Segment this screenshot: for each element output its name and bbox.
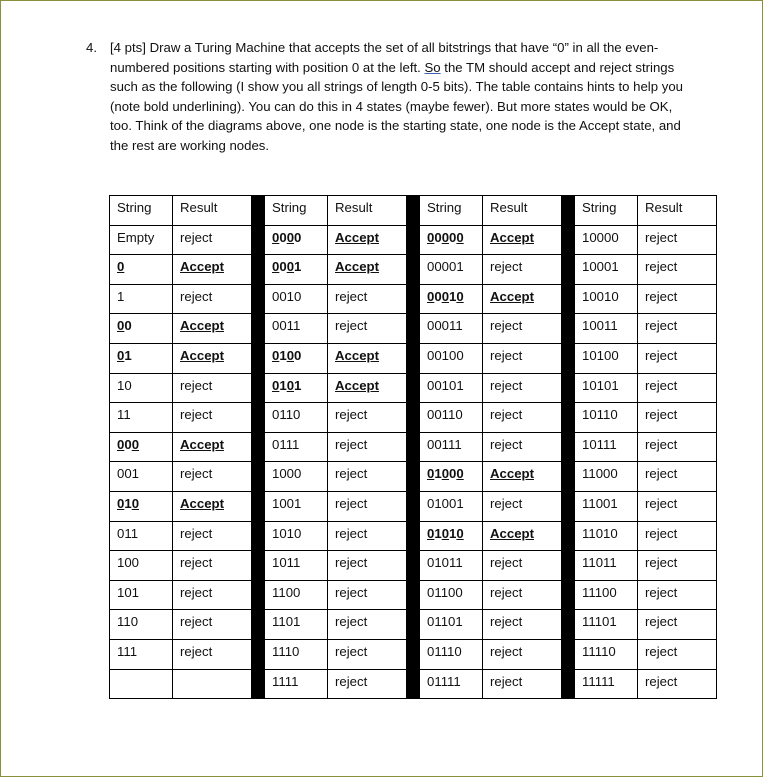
cell-result: reject (328, 639, 407, 669)
cell-result: reject (483, 610, 562, 640)
cell-result: reject (638, 314, 717, 344)
cell-result: reject (328, 610, 407, 640)
column-separator (252, 462, 265, 492)
bit-char: 0 (434, 288, 442, 304)
cell-string: 11 (110, 403, 173, 433)
bit-char: 0 (441, 229, 450, 245)
cell-result: reject (328, 669, 407, 699)
cell-result: reject (483, 551, 562, 581)
bit-char: 0 (117, 495, 125, 511)
cell-result: reject (173, 639, 252, 669)
question-text (110, 38, 686, 155)
column-separator (252, 403, 265, 433)
bit-char: 0 (279, 259, 287, 275)
column-separator (252, 373, 265, 403)
cell-result: reject (638, 462, 717, 492)
column-separator (252, 314, 265, 344)
column-separator (562, 225, 575, 255)
cell-string: 1110 (265, 639, 328, 669)
header-result: Result (483, 196, 562, 226)
cell-string: 10 (110, 373, 173, 403)
cell-string: 001 (110, 462, 173, 492)
cell-string: 10001 (575, 255, 638, 285)
bit-char: 0 (131, 495, 140, 511)
cell-string: 00101 (420, 373, 483, 403)
cell-string: 01001 (420, 491, 483, 521)
header-result: Result (173, 196, 252, 226)
cell-result: Accept (328, 373, 407, 403)
column-separator (562, 521, 575, 551)
header-string: String (420, 196, 483, 226)
cell-string: 11010 (575, 521, 638, 551)
cell-string: 10011 (575, 314, 638, 344)
column-separator (252, 521, 265, 551)
bit-char: 0 (117, 436, 125, 452)
column-separator (407, 639, 420, 669)
cell-string: 00111 (420, 432, 483, 462)
bit-char: 1 (124, 347, 132, 363)
table-header-row (110, 196, 717, 226)
column-separator (407, 432, 420, 462)
bit-char: 1 (434, 525, 442, 541)
bit-char: 1 (279, 377, 287, 393)
cell-string: 11000 (575, 462, 638, 492)
cell-result: reject (328, 551, 407, 581)
cell-string: 111 (110, 639, 173, 669)
cell-result: reject (173, 403, 252, 433)
bit-char: 0 (286, 229, 295, 245)
cell-string: 1111 (265, 669, 328, 699)
bit-char: 0 (279, 229, 287, 245)
table-row (110, 669, 717, 699)
bit-char: 0 (272, 377, 280, 393)
cell-result: reject (173, 225, 252, 255)
table-row (110, 610, 717, 640)
cell-string: Empty (110, 225, 173, 255)
bit-char: 0 (427, 288, 435, 304)
column-separator (407, 521, 420, 551)
column-separator (252, 551, 265, 581)
column-separator (407, 610, 420, 640)
table-row (110, 284, 717, 314)
column-separator (252, 255, 265, 285)
cell-string: 11100 (575, 580, 638, 610)
cell-string: 01101 (420, 610, 483, 640)
column-separator (562, 196, 575, 226)
cell-string: 11011 (575, 551, 638, 581)
column-separator (562, 403, 575, 433)
column-separator (252, 580, 265, 610)
cell-result: Accept (483, 462, 562, 492)
cell-result: reject (483, 403, 562, 433)
column-separator (562, 343, 575, 373)
table-row (110, 639, 717, 669)
cell-string: 01100 (420, 580, 483, 610)
cell-string: 10111 (575, 432, 638, 462)
bit-char: 0 (294, 347, 302, 363)
cell-result: reject (638, 432, 717, 462)
cell-result: reject (173, 284, 252, 314)
cell-string: 110 (110, 610, 173, 640)
column-separator (407, 314, 420, 344)
cell-string: 100 (110, 551, 173, 581)
bit-char: 0 (272, 229, 280, 245)
bit-char: 0 (124, 436, 132, 452)
column-separator (407, 669, 420, 699)
cell-string (420, 521, 483, 551)
column-separator (252, 639, 265, 669)
cell-result: reject (328, 284, 407, 314)
table-row (110, 373, 717, 403)
cell-result: reject (638, 255, 717, 285)
cell-result: reject (483, 314, 562, 344)
cell-string: 00001 (420, 255, 483, 285)
bit-char: 0 (117, 347, 125, 363)
table-row (110, 521, 717, 551)
table-row (110, 580, 717, 610)
bit-char: 0 (286, 259, 295, 275)
bit-char: 0 (294, 229, 302, 245)
cell-result: reject (483, 343, 562, 373)
cell-string (420, 284, 483, 314)
column-separator (252, 610, 265, 640)
cell-string: 11101 (575, 610, 638, 640)
bit-char: 1 (449, 288, 457, 304)
cell-string: 01011 (420, 551, 483, 581)
cell-result: reject (638, 343, 717, 373)
cell-result (173, 669, 252, 699)
question-so-word: So (424, 59, 441, 75)
column-separator (407, 196, 420, 226)
bit-char: 0 (272, 259, 280, 275)
header-string: String (575, 196, 638, 226)
cell-result: reject (638, 639, 717, 669)
cell-string: 1 (110, 284, 173, 314)
column-separator (252, 284, 265, 314)
cell-result: reject (328, 314, 407, 344)
cell-result: Accept (173, 255, 252, 285)
cell-string: 011 (110, 521, 173, 551)
bit-char: 0 (441, 288, 450, 304)
column-separator (562, 610, 575, 640)
cell-string: 1011 (265, 551, 328, 581)
cell-string (110, 343, 173, 373)
cell-result: reject (638, 521, 717, 551)
cell-result: reject (638, 284, 717, 314)
bit-char: 0 (441, 466, 450, 482)
bit-char: 0 (286, 377, 295, 393)
cell-result: Accept (173, 314, 252, 344)
column-separator (252, 343, 265, 373)
cell-result: reject (483, 255, 562, 285)
cell-result: reject (328, 462, 407, 492)
bit-char: 0 (427, 229, 435, 245)
bit-char: 0 (456, 288, 464, 304)
cell-string (265, 373, 328, 403)
cell-string: 01110 (420, 639, 483, 669)
column-separator (252, 196, 265, 226)
column-separator (407, 403, 420, 433)
cell-string: 1100 (265, 580, 328, 610)
column-separator (407, 255, 420, 285)
table-row (110, 314, 717, 344)
bit-char: 0 (456, 466, 464, 482)
table-row (110, 403, 717, 433)
column-separator (562, 255, 575, 285)
bit-char: 0 (131, 436, 140, 452)
header-result: Result (638, 196, 717, 226)
cell-string: 1010 (265, 521, 328, 551)
cell-string: 00100 (420, 343, 483, 373)
table-row (110, 343, 717, 373)
table-row (110, 551, 717, 581)
column-separator (407, 343, 420, 373)
question-block (86, 38, 686, 155)
cell-result: Accept (173, 343, 252, 373)
cell-result: reject (173, 551, 252, 581)
cell-result: reject (328, 403, 407, 433)
cell-result: reject (638, 580, 717, 610)
cell-result: reject (328, 580, 407, 610)
bit-char: 0 (456, 525, 464, 541)
cell-string (110, 491, 173, 521)
cell-string: 10010 (575, 284, 638, 314)
header-string: String (110, 196, 173, 226)
header-string: String (265, 196, 328, 226)
cell-result: Accept (173, 491, 252, 521)
cell-result: reject (328, 491, 407, 521)
cell-result: reject (328, 432, 407, 462)
column-separator (252, 225, 265, 255)
bit-char: 1 (279, 347, 287, 363)
column-separator (407, 284, 420, 314)
bit-char: 0 (286, 347, 295, 363)
bit-char: 1 (434, 466, 442, 482)
bit-char: 0 (272, 347, 280, 363)
bit-char: 0 (427, 525, 435, 541)
cell-string: 10000 (575, 225, 638, 255)
column-separator (562, 669, 575, 699)
column-separator (252, 669, 265, 699)
cell-result: reject (483, 580, 562, 610)
cell-string: 11001 (575, 491, 638, 521)
cell-string: 1000 (265, 462, 328, 492)
cell-string (110, 255, 173, 285)
cell-result: Accept (328, 225, 407, 255)
column-separator (562, 551, 575, 581)
cell-string: 0111 (265, 432, 328, 462)
cell-result: reject (328, 521, 407, 551)
cell-string (420, 462, 483, 492)
cell-string: 0011 (265, 314, 328, 344)
column-separator (252, 491, 265, 521)
cell-string: 10110 (575, 403, 638, 433)
bitstring-table (109, 195, 717, 699)
bit-char: 1 (294, 377, 302, 393)
cell-string (110, 432, 173, 462)
cell-string (420, 225, 483, 255)
cell-result: reject (173, 580, 252, 610)
bit-char: 0 (434, 229, 442, 245)
cell-string: 1101 (265, 610, 328, 640)
column-separator (562, 462, 575, 492)
cell-string: 1001 (265, 491, 328, 521)
bit-char: 1 (124, 495, 132, 511)
column-separator (407, 551, 420, 581)
cell-result: reject (483, 639, 562, 669)
column-separator (407, 462, 420, 492)
bit-char: 1 (449, 525, 457, 541)
cell-string: 10101 (575, 373, 638, 403)
bit-char: 0 (449, 466, 457, 482)
cell-string (265, 343, 328, 373)
cell-string: 101 (110, 580, 173, 610)
cell-result: reject (638, 373, 717, 403)
cell-string: 10100 (575, 343, 638, 373)
column-separator (407, 225, 420, 255)
cell-result: Accept (328, 343, 407, 373)
cell-result: Accept (483, 284, 562, 314)
cell-string: 11111 (575, 669, 638, 699)
bit-char: 0 (441, 525, 450, 541)
cell-result: Accept (328, 255, 407, 285)
cell-result: reject (638, 610, 717, 640)
cell-result: reject (483, 432, 562, 462)
table-row (110, 255, 717, 285)
cell-string (110, 314, 173, 344)
bit-char: 0 (427, 466, 435, 482)
question-number: 4. (86, 40, 97, 55)
column-separator (562, 491, 575, 521)
bit-char: 1 (294, 259, 302, 275)
column-separator (407, 580, 420, 610)
cell-result: reject (483, 491, 562, 521)
column-separator (562, 639, 575, 669)
bit-char: 0 (449, 229, 457, 245)
cell-result: reject (173, 521, 252, 551)
column-separator (407, 491, 420, 521)
question-text-part-2: the TM should accept and reject strings such as the following (I show you all strings of length 0-5 bits). The table contains hints to help you (note bold underlining). You can do this in 4 states (maybe fewer). But more states would be OK, too. Think of the diagrams above, one node is the starting state, one node is the Accept state, and the rest are working nodes. (110, 59, 683, 153)
cell-result: reject (173, 373, 252, 403)
column-separator (562, 314, 575, 344)
cell-string (265, 255, 328, 285)
column-separator (562, 432, 575, 462)
column-separator (562, 373, 575, 403)
table-row (110, 491, 717, 521)
bit-char: 0 (456, 229, 464, 245)
cell-result: reject (483, 669, 562, 699)
cell-result: reject (638, 551, 717, 581)
cell-result: reject (638, 403, 717, 433)
header-result: Result (328, 196, 407, 226)
cell-result: reject (173, 610, 252, 640)
cell-string: 01111 (420, 669, 483, 699)
column-separator (407, 373, 420, 403)
cell-string: 00110 (420, 403, 483, 433)
table-row (110, 225, 717, 255)
bit-char: 0 (117, 259, 125, 275)
column-separator (562, 284, 575, 314)
bit-char: 0 (124, 318, 132, 334)
cell-string: 0110 (265, 403, 328, 433)
table-row (110, 462, 717, 492)
cell-string: 00011 (420, 314, 483, 344)
cell-result: reject (638, 491, 717, 521)
cell-result: Accept (483, 225, 562, 255)
cell-string (110, 669, 173, 699)
cell-result: reject (638, 225, 717, 255)
cell-result: reject (483, 373, 562, 403)
cell-string (265, 225, 328, 255)
cell-result: reject (173, 462, 252, 492)
cell-result: Accept (483, 521, 562, 551)
question-text-part-1: [4 pts] Draw a Turing Machine that accepts the set of all bitstrings that have “0” in all the even-numbered positions starting with position 0 at the left. (110, 40, 659, 75)
cell-result: Accept (173, 432, 252, 462)
cell-result: reject (638, 669, 717, 699)
table-row (110, 432, 717, 462)
cell-string: 11110 (575, 639, 638, 669)
bit-char: 0 (117, 318, 125, 334)
cell-string: 0010 (265, 284, 328, 314)
column-separator (562, 580, 575, 610)
column-separator (252, 432, 265, 462)
